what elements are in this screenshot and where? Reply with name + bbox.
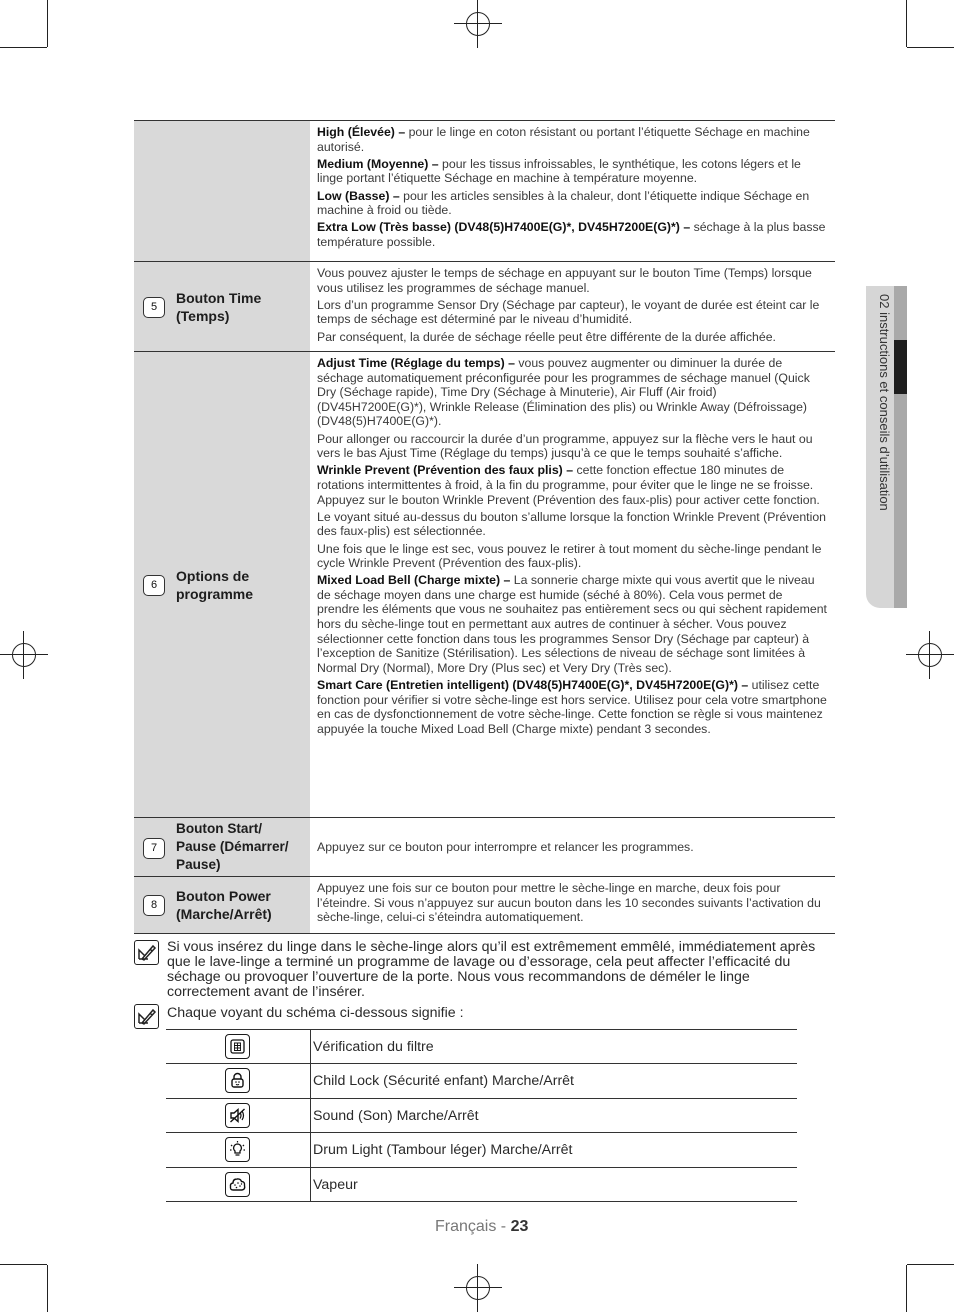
item-label: Bouton Start/ Pause (Démarrer/ Pause) [176, 821, 289, 872]
item-label: Options de programme [176, 568, 254, 602]
page-number: 23 [510, 1218, 529, 1235]
row-description: Vous pouvez ajuster le temps de séchage en appuyant sur le bouton Time (Temps) lorsque vous utilisez les programmes de séchage manuel. Lors d’un programme Sensor Dry (Séchage par capteur), le voyant de durée est éteint car le temps de séchage est déterminé par le niveau d’humidité. Par conséquent, la durée de séchage réelle peut être différente de la durée affichée. [317, 266, 820, 344]
crop-mark [907, 1264, 954, 1265]
indicator-label: Vapeur [313, 1176, 358, 1193]
row-description: Appuyez sur ce bouton pour interrompre et relancer les programmes. [317, 839, 694, 854]
table-row [134, 120, 835, 262]
crop-mark [906, 0, 907, 47]
steam-icon [225, 1172, 250, 1197]
note-text: Chaque voyant du schéma ci-dessous signifie : [167, 1005, 464, 1021]
registration-mark-left [0, 631, 48, 679]
registration-mark-right [906, 631, 954, 679]
crop-mark [47, 0, 48, 47]
table-row [166, 1168, 797, 1202]
item-number-badge: 7 [143, 838, 165, 859]
filter-icon [225, 1034, 250, 1059]
indicator-label: Child Lock (Sécurité enfant) Marche/Arrêt [313, 1073, 575, 1090]
indicator-label: Drum Light (Tambour léger) Marche/Arrêt [313, 1142, 573, 1159]
crop-mark [47, 1265, 48, 1312]
child-lock-icon [225, 1068, 250, 1093]
note-pencil-icon [134, 940, 159, 965]
note-text: Si vous insérez du linge dans le sèche-linge alors qu’il est extrêmement emmêlé, immédiatement après que le lave-linge a terminé un programme de lavage ou d’essorage, cela peut affecter l’efficacité du séchage ou provoquer l’ouverture de la porte. Nous vous recommandons de déméler le linge correctement avant de l’insérer. [167, 939, 816, 1001]
crop-mark [0, 1264, 47, 1265]
table-row [166, 1064, 797, 1098]
table-row [134, 877, 835, 934]
row-description: Adjust Time (Réglage du temps) – vous pouvez augmenter ou diminuer la durée de séchage automatiquement préconfigurée pour les programmes de séchage manuel (Quick Dry (Séchage rapide), Time Dry (Séchage à Minuterie), Air Fluff (Air froid) (DV45H7200E(G)*), Wrinkle Release (Élimination des plis) ou Wrinkle Away (Défroissage) (DV48(5)H7400E(G)*). Pour allonger ou raccourcir la durée d’un programme, appuyez sur la flèche vers le haut ou vers le bas Ajust Time (Réglage du temps) jusqu’à ce que le temps souhaité s’affiche. Wrinkle Prevent (Prévention des faux plis) – cette fonction effectue 180 minutes de rotations intermittentes à froid, à la fin du programme, pour éviter que le linge ne se froisse. Appuyez sur le bouton Wrinkle Prevent (Prévention des faux-plis) pour activer cette fonction. Le voyant situé au-dessus du bouton s’allume lorsque la fonction Wrinkle Prevent (Prévention des faux-plis) est sélectionnée. Une fois que le linge est sec, vous pouvez le retirer à tout moment du sèche-linge pendant le cycle Wrinkle Prevent (Prévention des faux-plis). Mixed Load Bell (Charge mixte) – La sonnerie charge mixte qui vous avertit que le niveau de séchage moyen dans une charge est humide (séché à 80%). Cela vous permet de prendre les éléments que vous ne souhaitez pas entièrement secs ou qui sèchent rapidement hors du sèche-linge tout en permettant aux autres de continuer à sécher. Vous pouvez sélectionner cette fonction dans tous les programmes Sensor Dry (Séchage par capteur) à l’exception de Sanitize (Stérilisation). Les sélections de niveau de séchage sont limitées à Normal Dry (Normal), More Dry (Plus sec) et Very Dry (Très sec). Smart Care (Entretien intelligent) (DV48(5)H7400E(G)*, DV45H7200E(G)*) – utilisez cette fonction pour vérifier si votre sèche-linge est hors service. Utilisez pour cela votre smartphone en cas de dysfonctionnement de votre sèche-linge. Cette fonction se règle si vous maintenez appuyée la touche Mixed Load Bell (Charge mixte) pendant 3 secondes. [317, 356, 827, 736]
indicator-label: Vérification du filtre [313, 1039, 434, 1055]
chapter-side-tab [866, 286, 906, 608]
indicator-table [166, 1029, 797, 1202]
table-row [134, 352, 835, 818]
footer-language: Français - [435, 1218, 511, 1235]
crop-mark [0, 47, 47, 48]
chapter-label: 02 instructions et conseils d’utilisation [877, 294, 892, 511]
drum-light-icon [225, 1137, 250, 1162]
registration-mark-bottom [454, 1264, 502, 1312]
table-row [134, 262, 835, 352]
controls-table [134, 120, 835, 934]
row-description: High (Élevée) – pour le linge en coton résistant ou portant l’étiquette Séchage en machine autorisé. Medium (Moyenne) – pour les tissus infroissables, le synthétique, les cotons légers et le linge portant l’étiquette Séchage en machine à température moyenne. Low (Basse) – pour les articles sensibles à la chaleur, dont l’étiquette indique Séchage en machine à froid ou tiède. Extra Low (Très basse) (DV48(5)H7400E(G)*, DV45H7200E(G)*) – séchage à la plus basse température possible. [317, 125, 826, 249]
indicator-label: Sound (Son) Marche/Arrêt [313, 1107, 479, 1124]
table-row [166, 1030, 797, 1064]
item-label: Bouton Time (Temps) [176, 290, 262, 324]
crop-mark [906, 1265, 907, 1312]
registration-mark-top [454, 0, 502, 48]
item-label: Bouton Power (Marche/Arrêt) [176, 888, 272, 922]
table-row [166, 1099, 797, 1133]
note-pencil-icon [134, 1004, 159, 1029]
note-block [134, 940, 834, 1002]
crop-mark [907, 47, 954, 48]
table-row [166, 1133, 797, 1167]
note-block [134, 1004, 834, 1028]
row-description: Appuyez une fois sur ce bouton pour mettre le sèche-linge en marche, deux fois pour l’éteindre. Si vous n’appuyez sur aucun bouton dans les 10 secondes suivants l’activation du sèche-linge, celui-ci s’éteindra automatiquement. [317, 881, 821, 925]
item-number-badge: 5 [143, 297, 165, 318]
table-row [134, 818, 835, 877]
item-number-badge: 6 [143, 575, 165, 596]
item-number-badge: 8 [143, 895, 165, 916]
page-footer [435, 1218, 528, 1236]
sound-off-icon [225, 1103, 250, 1128]
